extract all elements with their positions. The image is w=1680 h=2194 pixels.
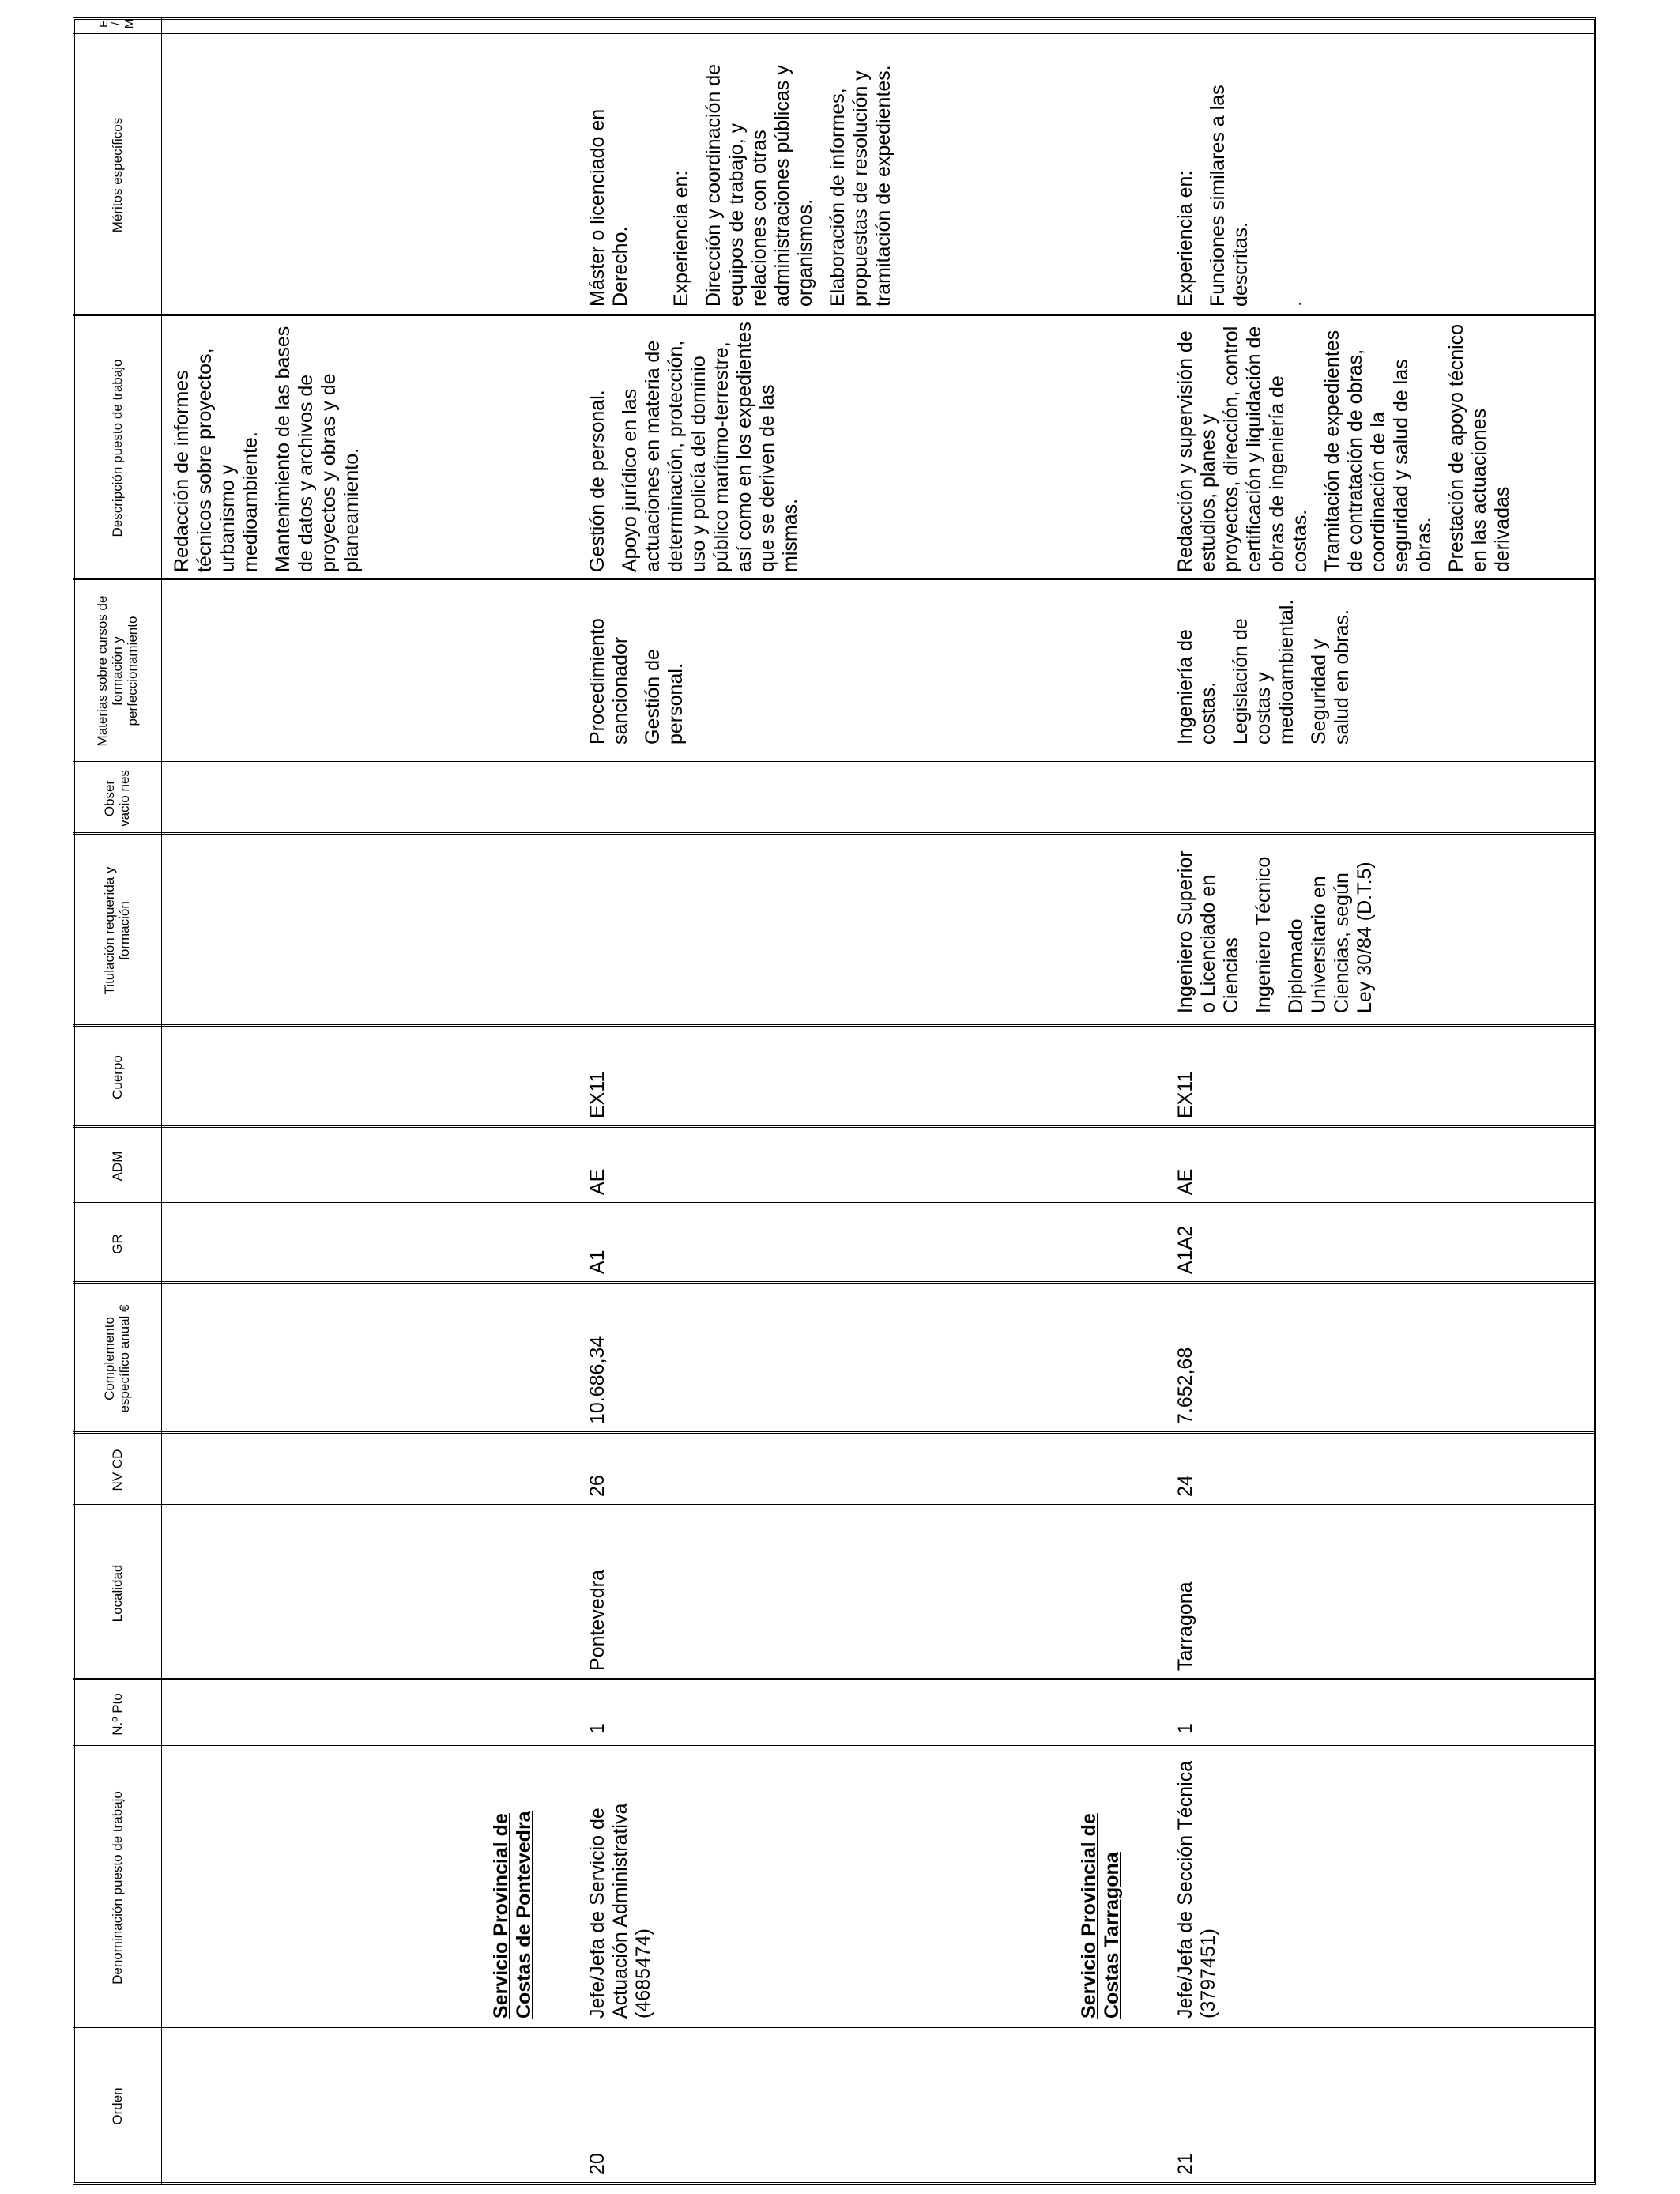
col-rule: [73, 578, 1596, 580]
col-rule: [73, 832, 1596, 835]
row-nvcd: 26: [586, 1475, 608, 1497]
header-complemento: Complemento específico anual €: [102, 1304, 132, 1413]
col-rule: [73, 1281, 1596, 1284]
descripcion-item: Tramitación de expedientes de contratación de obras, coordinación de la seguridad y salud de las obras.: [1321, 330, 1435, 572]
header-localidad: Localidad: [109, 1564, 125, 1623]
row-denominacion: Jefe/Jefa de Servicio de Actuación Administrativa (4685474): [586, 1803, 654, 2019]
materia-item: Procedimiento sancionador: [586, 618, 631, 745]
section-title: Servicio Provincial de Costas de Pontevedra: [490, 1811, 535, 2019]
row-descripcion: [586, 321, 812, 572]
col-rule: [73, 1202, 1596, 1204]
header-nvcd: NV CD: [109, 1449, 125, 1491]
header-npto: N.º Pto: [109, 1693, 125, 1736]
header-descripcion: Descripción puesto de trabajo: [109, 359, 125, 537]
titulacion-item: Ingeniero Superior o Licenciado en Ciencias: [1174, 850, 1242, 1013]
titulacion-item: Ingeniero Técnico: [1252, 856, 1275, 1013]
header-gr: GR: [109, 1234, 125, 1254]
row-adm: AE: [1174, 1168, 1196, 1195]
continuation-line: Redacción de informes técnicos sobre proyectos, urbanismo y medioambiente.: [171, 348, 262, 572]
header-denominacion: Denominación puesto de trabajo: [109, 1791, 125, 1985]
row-cuerpo: EX11: [1174, 1071, 1196, 1118]
merito-item: Elaboración de informes, propuestas de resolución y tramitación de expedientes.: [827, 65, 895, 307]
col-rule: [73, 1125, 1596, 1128]
merito-item: Dirección y coordinación de equipos de trabajo, y relaciones con otras administraciones públicas y organismos.: [703, 63, 816, 307]
header-adm: ADM: [109, 1151, 125, 1182]
materia-item: Seguridad y salud en obras.: [1308, 609, 1353, 745]
row-orden: 20: [586, 2153, 608, 2175]
row-localidad: Pontevedra: [586, 1570, 608, 1671]
merito-item: Máster o licenciado en Derecho.: [586, 108, 631, 307]
continuation-descripcion: [171, 321, 373, 572]
row-cuerpo: EX11: [586, 1071, 608, 1118]
row-descripcion: [1174, 321, 1524, 572]
descripcion-item: Apoyo jurídico en las actuaciones en materia de determinación, protección, uso y policía del dominio público marítimo-terrestre, así como en los expedientes que se deriven de las mismas.: [619, 322, 801, 572]
col-rule: [73, 2026, 1596, 2028]
merito-item: Experiencia en:: [670, 170, 692, 307]
merito-item: Experiencia en:: [1174, 170, 1196, 307]
materia-item: Legislación de costas y medioambiental.: [1230, 599, 1298, 745]
col-rule: [73, 1745, 1596, 1747]
row-npto: 1: [586, 1723, 608, 1734]
row-localidad: Tarragona: [1174, 1581, 1196, 1671]
titulacion-item: Diplomado Universitario en Ciencias, según Ley 30/84 (D.T.5): [1285, 861, 1376, 1013]
section-title: Servicio Provincial de Costas Tarragona: [1078, 1813, 1123, 2019]
row-meritos: [1174, 38, 1317, 307]
col-rule: [73, 760, 1596, 762]
row-denominacion: Jefe/Jefa de Sección Técnica (3797451): [1174, 1760, 1219, 2019]
row-materias: [586, 586, 697, 745]
col-rule: [73, 1024, 1596, 1027]
col-rule: [73, 32, 1596, 34]
col-rule: [73, 314, 1596, 316]
materia-item: Gestión de personal.: [642, 649, 687, 745]
row-titulacion: [1174, 839, 1386, 1013]
col-rule: [73, 1431, 1596, 1434]
row-npto: 1: [1174, 1723, 1196, 1734]
row-adm: AE: [586, 1168, 608, 1195]
continuation-line: Mantenimiento de las bases de datos y archivos de proyectos y obras y de planeamiento.: [272, 326, 363, 572]
row-gr: A1: [586, 1250, 608, 1274]
header-observaciones: Obser vacio nes: [102, 770, 132, 827]
row-complemento: 7.652,68: [1174, 1347, 1196, 1424]
header-materias: Materias sobre cursos de formación y perfeccionamiento: [94, 595, 140, 747]
header-meritos: Méritos específicos: [109, 117, 125, 233]
merito-item: .: [1284, 301, 1306, 307]
header-orden: Orden: [109, 2087, 125, 2125]
row-gr: A1A2: [1174, 1225, 1196, 1274]
col-rule: [73, 1678, 1596, 1680]
header-cuerpo: Cuerpo: [109, 1055, 125, 1099]
row-meritos: [586, 38, 905, 307]
row-nvcd: 24: [1174, 1475, 1196, 1497]
materia-item: Ingeniería de costas.: [1174, 629, 1219, 745]
merito-item: Funciones similares a las descritas.: [1207, 85, 1252, 307]
descripcion-item: Gestión de personal.: [586, 390, 608, 572]
descripcion-item: Prestación de apoyo técnico en las actuaciones derivadas: [1445, 323, 1513, 572]
row-orden: 21: [1174, 2153, 1196, 2175]
descripcion-item: Redacción y supervisión de estudios, planes y proyectos, dirección, control certificación y liquidación de obras de ingeniería de costas.: [1174, 326, 1311, 572]
row-complemento: 10.686,34: [586, 1336, 608, 1424]
header-rule: [160, 17, 162, 2185]
header-titulacion: Titulación requerida y formación: [102, 866, 132, 995]
row-materias: [1174, 586, 1363, 745]
header-em: E / M: [97, 18, 136, 29]
col-rule: [73, 1504, 1596, 1506]
